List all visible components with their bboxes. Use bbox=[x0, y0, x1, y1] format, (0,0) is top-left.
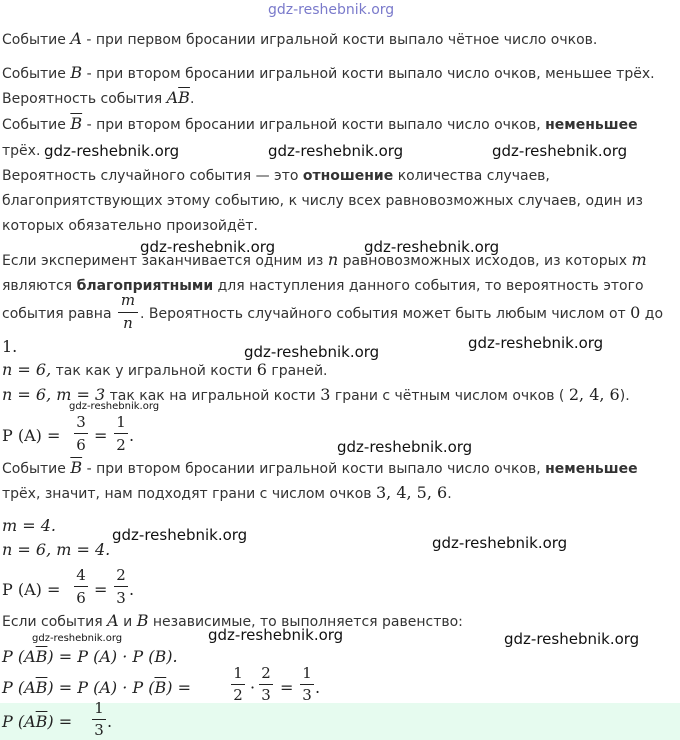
frac-num: 1 bbox=[233, 664, 243, 682]
frac-den: 3 bbox=[261, 686, 271, 704]
text-line-18: m = 4. bbox=[2, 516, 57, 535]
equals: = bbox=[94, 580, 108, 599]
frac-bar bbox=[114, 433, 128, 434]
multiply: · bbox=[250, 678, 256, 697]
formula-p-a-2-lhs: P (A) = bbox=[2, 580, 61, 599]
frac-bar bbox=[259, 684, 273, 685]
answer-frac-bar bbox=[92, 719, 106, 720]
frac-den: 6 bbox=[76, 589, 86, 607]
text-line-9: Если эксперимент заканчивается одним из n равновозможных исходов, из которых m bbox=[2, 250, 647, 269]
formula-answer: P $(A\overline{B})$ = bbox=[2, 712, 73, 731]
frac-num: 2 bbox=[116, 566, 126, 584]
period: . bbox=[129, 426, 135, 445]
text-line-21: Если события A и B независимые, то выполняется равенство: bbox=[2, 611, 463, 630]
frac-bar bbox=[114, 586, 128, 587]
frac-bar bbox=[300, 684, 314, 685]
equals: = bbox=[280, 678, 294, 697]
watermark-top: gdz-reshebnik.org bbox=[268, 2, 395, 18]
frac-bar bbox=[74, 586, 88, 587]
watermark: gdz-reshebnik.org bbox=[364, 238, 500, 256]
watermark: gdz-reshebnik.org bbox=[244, 343, 380, 361]
frac-den: 2 bbox=[116, 436, 126, 454]
fraction-numerator: m bbox=[120, 291, 136, 309]
text-line-19: n = 6, m = 4. bbox=[2, 540, 111, 559]
frac-den: 6 bbox=[76, 436, 86, 454]
text-line-10: являются благоприятными для наступления данного события, то вероятность этого bbox=[2, 278, 644, 294]
text-line-17: трёх, значит, нам подходят грани с числом очков 3, 4, 5, 6. bbox=[2, 483, 452, 502]
watermark-small: gdz-reshebnik.org bbox=[69, 401, 160, 412]
watermark: gdz-reshebnik.org bbox=[468, 334, 604, 352]
text-line-8: которых обязательно произойдёт. bbox=[2, 218, 258, 234]
watermark: gdz-reshebnik.org bbox=[432, 534, 568, 552]
frac-num: 3 bbox=[76, 413, 86, 431]
watermark: gdz-reshebnik.org bbox=[337, 438, 473, 456]
text-line-6: Вероятность случайного события — это отношение количества случаев, bbox=[2, 168, 550, 184]
text-line-2: Событие B - при втором бросании игральной кости выпало число очков, меньшее трёх. bbox=[2, 63, 655, 82]
equals: = bbox=[94, 426, 108, 445]
formula-p-ab-expanded: P $(A\overline{B}) = P$ (A) · P $(\overline{B})$ = bbox=[2, 678, 191, 697]
frac-num: 1 bbox=[116, 413, 126, 431]
frac-bar bbox=[74, 433, 88, 434]
frac-num: 1 bbox=[302, 664, 312, 682]
frac-den: 3 bbox=[116, 589, 126, 607]
answer-frac-den: 3 bbox=[94, 721, 104, 739]
text-line-14: n = 6, m = 3 так как на игральной кости 3 грани с чётным числом очков ( 2, 4, 6). bbox=[2, 385, 630, 404]
watermark-small: gdz-reshebnik.org bbox=[32, 633, 123, 644]
text-line-13: n = 6, так как у игральной кости 6 граней. bbox=[2, 360, 328, 379]
text-line-11: события равна . Вероятность случайного события может быть любым числом от 0 до bbox=[2, 303, 664, 322]
text-line-12: 1. bbox=[2, 337, 18, 356]
text-line-1: Событие A - при первом бросании игральной кости выпало чётное число очков. bbox=[2, 29, 598, 48]
frac-num: 2 bbox=[261, 664, 271, 682]
watermark: gdz-reshebnik.org bbox=[492, 142, 628, 160]
text-line-4: Событие $\overline{B}$ - при втором бросании игральной кости выпало число очков, неменьшее bbox=[2, 114, 638, 133]
formula-p-ab: P $(A\overline{B}) = P$ (A) · P (B). bbox=[2, 647, 178, 666]
period: . bbox=[107, 712, 113, 731]
watermark: gdz-reshebnik.org bbox=[44, 142, 180, 160]
watermark: gdz-reshebnik.org bbox=[112, 526, 248, 544]
frac-num: 4 bbox=[76, 566, 86, 584]
period: . bbox=[129, 580, 135, 599]
frac-bar bbox=[231, 684, 245, 685]
text-line-7: благоприятствующих этому событию, к числу всех равновозможных случаев, один из bbox=[2, 193, 643, 209]
text-line-5: трёх. bbox=[2, 143, 41, 159]
fraction-denominator: n bbox=[123, 314, 133, 332]
frac-den: 3 bbox=[302, 686, 312, 704]
watermark: gdz-reshebnik.org bbox=[208, 626, 344, 644]
frac-den: 2 bbox=[233, 686, 243, 704]
answer-frac-num: 1 bbox=[94, 699, 104, 717]
text-line-3: Вероятность события $A\overline{B}$. bbox=[2, 88, 195, 107]
watermark: gdz-reshebnik.org bbox=[504, 630, 640, 648]
watermark: gdz-reshebnik.org bbox=[268, 142, 404, 160]
fraction-bar bbox=[118, 312, 138, 313]
text-line-16: Событие $\overline{B}$ - при втором бросании игральной кости выпало число очков, неменьшее bbox=[2, 458, 638, 477]
watermark: gdz-reshebnik.org bbox=[140, 238, 276, 256]
period: . bbox=[315, 678, 321, 697]
formula-p-a-1-lhs: P (A) = bbox=[2, 426, 61, 445]
